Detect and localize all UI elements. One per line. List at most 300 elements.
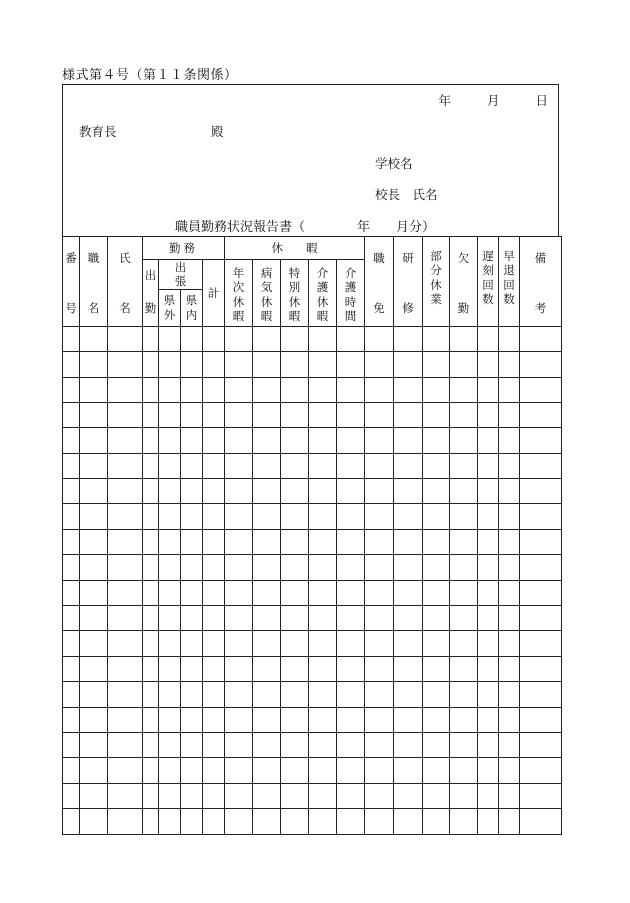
table-cell[interactable] — [337, 453, 365, 478]
table-cell[interactable] — [203, 352, 225, 377]
table-cell[interactable] — [181, 783, 203, 808]
table-cell[interactable] — [253, 402, 281, 427]
table-cell[interactable] — [423, 707, 450, 732]
table-cell[interactable] — [225, 783, 253, 808]
table-cell[interactable] — [394, 631, 423, 656]
table-cell[interactable] — [281, 631, 309, 656]
table-cell[interactable] — [423, 529, 450, 554]
table-cell[interactable] — [181, 529, 203, 554]
table-cell[interactable] — [281, 428, 309, 453]
table-cell[interactable] — [203, 479, 225, 504]
table-cell[interactable] — [309, 555, 337, 580]
table-cell[interactable] — [203, 631, 225, 656]
table-cell[interactable] — [423, 783, 450, 808]
table-cell[interactable] — [181, 377, 203, 402]
table-cell[interactable] — [143, 809, 159, 834]
table-cell[interactable] — [203, 682, 225, 707]
table-cell[interactable] — [365, 606, 394, 631]
table-cell[interactable] — [520, 580, 562, 605]
table-cell[interactable] — [478, 606, 499, 631]
table-cell[interactable] — [478, 377, 499, 402]
table-cell[interactable] — [225, 555, 253, 580]
table-cell[interactable] — [450, 682, 478, 707]
table-cell[interactable] — [63, 631, 80, 656]
table-cell[interactable] — [337, 733, 365, 758]
table-cell[interactable] — [478, 733, 499, 758]
table-cell[interactable] — [159, 504, 181, 529]
table-cell[interactable] — [143, 402, 159, 427]
table-cell[interactable] — [108, 733, 143, 758]
table-cell[interactable] — [309, 809, 337, 834]
table-cell[interactable] — [423, 377, 450, 402]
table-cell[interactable] — [423, 656, 450, 681]
table-cell[interactable] — [394, 606, 423, 631]
table-cell[interactable] — [159, 758, 181, 783]
table-cell[interactable] — [253, 428, 281, 453]
table-cell[interactable] — [394, 783, 423, 808]
table-cell[interactable] — [281, 783, 309, 808]
table-cell[interactable] — [203, 606, 225, 631]
table-cell[interactable] — [281, 479, 309, 504]
table-cell[interactable] — [394, 352, 423, 377]
table-cell[interactable] — [423, 326, 450, 351]
table-cell[interactable] — [108, 479, 143, 504]
table-cell[interactable] — [159, 733, 181, 758]
table-cell[interactable] — [253, 733, 281, 758]
table-cell[interactable] — [63, 402, 80, 427]
table-cell[interactable] — [520, 326, 562, 351]
table-cell[interactable] — [108, 758, 143, 783]
table-cell[interactable] — [80, 377, 108, 402]
table-cell[interactable] — [159, 707, 181, 732]
table-cell[interactable] — [181, 352, 203, 377]
table-cell[interactable] — [80, 504, 108, 529]
table-cell[interactable] — [520, 682, 562, 707]
table-cell[interactable] — [143, 428, 159, 453]
table-cell[interactable] — [423, 631, 450, 656]
table-cell[interactable] — [520, 631, 562, 656]
table-cell[interactable] — [108, 682, 143, 707]
table-cell[interactable] — [365, 402, 394, 427]
table-cell[interactable] — [309, 631, 337, 656]
table-cell[interactable] — [281, 606, 309, 631]
table-cell[interactable] — [143, 352, 159, 377]
table-cell[interactable] — [143, 529, 159, 554]
table-cell[interactable] — [159, 479, 181, 504]
table-cell[interactable] — [520, 402, 562, 427]
table-cell[interactable] — [108, 809, 143, 834]
table-cell[interactable] — [143, 326, 159, 351]
table-cell[interactable] — [309, 377, 337, 402]
table-cell[interactable] — [253, 606, 281, 631]
table-cell[interactable] — [394, 580, 423, 605]
table-cell[interactable] — [225, 580, 253, 605]
table-cell[interactable] — [499, 682, 520, 707]
table-cell[interactable] — [281, 504, 309, 529]
table-cell[interactable] — [365, 326, 394, 351]
table-cell[interactable] — [478, 504, 499, 529]
table-cell[interactable] — [520, 809, 562, 834]
table-cell[interactable] — [159, 631, 181, 656]
table-cell[interactable] — [478, 529, 499, 554]
table-cell[interactable] — [108, 555, 143, 580]
table-cell[interactable] — [478, 453, 499, 478]
table-cell[interactable] — [309, 580, 337, 605]
table-cell[interactable] — [253, 555, 281, 580]
table-cell[interactable] — [520, 377, 562, 402]
table-cell[interactable] — [203, 326, 225, 351]
table-cell[interactable] — [181, 707, 203, 732]
table-cell[interactable] — [63, 352, 80, 377]
table-cell[interactable] — [80, 529, 108, 554]
table-cell[interactable] — [281, 580, 309, 605]
table-cell[interactable] — [337, 809, 365, 834]
table-cell[interactable] — [63, 758, 80, 783]
table-cell[interactable] — [253, 504, 281, 529]
table-cell[interactable] — [520, 428, 562, 453]
table-cell[interactable] — [337, 352, 365, 377]
table-cell[interactable] — [80, 758, 108, 783]
table-cell[interactable] — [478, 580, 499, 605]
table-cell[interactable] — [143, 479, 159, 504]
table-cell[interactable] — [159, 555, 181, 580]
table-cell[interactable] — [423, 453, 450, 478]
table-cell[interactable] — [394, 656, 423, 681]
table-cell[interactable] — [394, 758, 423, 783]
table-cell[interactable] — [337, 402, 365, 427]
table-cell[interactable] — [309, 402, 337, 427]
table-cell[interactable] — [337, 504, 365, 529]
table-cell[interactable] — [450, 479, 478, 504]
table-cell[interactable] — [394, 555, 423, 580]
table-cell[interactable] — [181, 504, 203, 529]
table-cell[interactable] — [143, 580, 159, 605]
table-cell[interactable] — [499, 326, 520, 351]
table-cell[interactable] — [281, 352, 309, 377]
table-cell[interactable] — [520, 504, 562, 529]
table-cell[interactable] — [365, 783, 394, 808]
table-cell[interactable] — [80, 809, 108, 834]
table-cell[interactable] — [143, 733, 159, 758]
table-cell[interactable] — [520, 453, 562, 478]
table-cell[interactable] — [337, 326, 365, 351]
table-cell[interactable] — [80, 606, 108, 631]
table-cell[interactable] — [394, 733, 423, 758]
table-cell[interactable] — [225, 606, 253, 631]
table-cell[interactable] — [394, 402, 423, 427]
table-cell[interactable] — [309, 504, 337, 529]
table-cell[interactable] — [365, 758, 394, 783]
table-cell[interactable] — [520, 758, 562, 783]
table-cell[interactable] — [394, 682, 423, 707]
table-cell[interactable] — [309, 352, 337, 377]
table-cell[interactable] — [203, 504, 225, 529]
table-cell[interactable] — [520, 479, 562, 504]
table-cell[interactable] — [159, 352, 181, 377]
table-cell[interactable] — [80, 682, 108, 707]
table-cell[interactable] — [450, 809, 478, 834]
table-cell[interactable] — [478, 479, 499, 504]
table-cell[interactable] — [394, 504, 423, 529]
table-cell[interactable] — [281, 555, 309, 580]
table-cell[interactable] — [450, 504, 478, 529]
table-cell[interactable] — [203, 453, 225, 478]
table-cell[interactable] — [520, 656, 562, 681]
table-cell[interactable] — [337, 783, 365, 808]
table-cell[interactable] — [281, 656, 309, 681]
table-cell[interactable] — [159, 529, 181, 554]
table-cell[interactable] — [63, 809, 80, 834]
table-cell[interactable] — [365, 733, 394, 758]
table-cell[interactable] — [281, 707, 309, 732]
table-cell[interactable] — [159, 377, 181, 402]
table-cell[interactable] — [499, 377, 520, 402]
table-cell[interactable] — [499, 631, 520, 656]
table-cell[interactable] — [159, 809, 181, 834]
table-cell[interactable] — [365, 631, 394, 656]
table-cell[interactable] — [80, 783, 108, 808]
table-cell[interactable] — [478, 402, 499, 427]
table-cell[interactable] — [143, 783, 159, 808]
table-cell[interactable] — [450, 707, 478, 732]
table-cell[interactable] — [423, 555, 450, 580]
table-cell[interactable] — [108, 402, 143, 427]
table-cell[interactable] — [309, 479, 337, 504]
table-cell[interactable] — [499, 479, 520, 504]
table-cell[interactable] — [63, 783, 80, 808]
table-cell[interactable] — [337, 758, 365, 783]
table-cell[interactable] — [394, 453, 423, 478]
table-cell[interactable] — [365, 529, 394, 554]
table-cell[interactable] — [80, 555, 108, 580]
table-cell[interactable] — [108, 656, 143, 681]
table-cell[interactable] — [337, 631, 365, 656]
table-cell[interactable] — [159, 326, 181, 351]
table-cell[interactable] — [203, 428, 225, 453]
table-cell[interactable] — [143, 555, 159, 580]
table-cell[interactable] — [337, 580, 365, 605]
table-cell[interactable] — [80, 326, 108, 351]
table-cell[interactable] — [253, 631, 281, 656]
table-cell[interactable] — [63, 580, 80, 605]
table-cell[interactable] — [225, 479, 253, 504]
table-cell[interactable] — [281, 733, 309, 758]
table-cell[interactable] — [365, 428, 394, 453]
table-cell[interactable] — [181, 479, 203, 504]
table-cell[interactable] — [225, 631, 253, 656]
table-cell[interactable] — [143, 682, 159, 707]
table-cell[interactable] — [225, 809, 253, 834]
table-cell[interactable] — [181, 682, 203, 707]
table-cell[interactable] — [159, 606, 181, 631]
table-cell[interactable] — [143, 453, 159, 478]
table-cell[interactable] — [225, 758, 253, 783]
table-cell[interactable] — [337, 377, 365, 402]
table-cell[interactable] — [80, 352, 108, 377]
table-cell[interactable] — [181, 606, 203, 631]
table-cell[interactable] — [63, 479, 80, 504]
table-cell[interactable] — [309, 428, 337, 453]
table-cell[interactable] — [309, 707, 337, 732]
table-cell[interactable] — [63, 656, 80, 681]
table-cell[interactable] — [499, 352, 520, 377]
table-cell[interactable] — [499, 656, 520, 681]
table-cell[interactable] — [499, 402, 520, 427]
table-cell[interactable] — [225, 529, 253, 554]
table-cell[interactable] — [143, 377, 159, 402]
table-cell[interactable] — [423, 504, 450, 529]
table-cell[interactable] — [80, 656, 108, 681]
table-cell[interactable] — [450, 555, 478, 580]
table-cell[interactable] — [450, 453, 478, 478]
table-cell[interactable] — [394, 326, 423, 351]
table-cell[interactable] — [520, 529, 562, 554]
table-cell[interactable] — [225, 504, 253, 529]
table-cell[interactable] — [337, 707, 365, 732]
table-cell[interactable] — [478, 758, 499, 783]
table-cell[interactable] — [80, 402, 108, 427]
table-cell[interactable] — [80, 453, 108, 478]
table-cell[interactable] — [203, 402, 225, 427]
table-cell[interactable] — [520, 606, 562, 631]
table-cell[interactable] — [365, 555, 394, 580]
table-cell[interactable] — [159, 428, 181, 453]
table-cell[interactable] — [108, 504, 143, 529]
table-cell[interactable] — [181, 402, 203, 427]
table-cell[interactable] — [203, 758, 225, 783]
table-cell[interactable] — [499, 758, 520, 783]
table-cell[interactable] — [225, 453, 253, 478]
table-cell[interactable] — [423, 733, 450, 758]
table-cell[interactable] — [478, 555, 499, 580]
table-cell[interactable] — [143, 707, 159, 732]
table-cell[interactable] — [423, 428, 450, 453]
table-cell[interactable] — [225, 352, 253, 377]
table-cell[interactable] — [63, 606, 80, 631]
table-cell[interactable] — [80, 631, 108, 656]
table-cell[interactable] — [63, 504, 80, 529]
table-cell[interactable] — [281, 809, 309, 834]
table-cell[interactable] — [203, 733, 225, 758]
table-cell[interactable] — [225, 326, 253, 351]
table-cell[interactable] — [80, 733, 108, 758]
table-cell[interactable] — [80, 707, 108, 732]
table-cell[interactable] — [394, 707, 423, 732]
table-cell[interactable] — [365, 453, 394, 478]
table-cell[interactable] — [394, 377, 423, 402]
table-cell[interactable] — [365, 707, 394, 732]
table-cell[interactable] — [423, 606, 450, 631]
table-cell[interactable] — [203, 707, 225, 732]
table-cell[interactable] — [423, 682, 450, 707]
table-cell[interactable] — [281, 682, 309, 707]
table-cell[interactable] — [253, 656, 281, 681]
table-cell[interactable] — [309, 783, 337, 808]
table-cell[interactable] — [159, 453, 181, 478]
table-cell[interactable] — [253, 453, 281, 478]
table-cell[interactable] — [143, 758, 159, 783]
table-cell[interactable] — [365, 656, 394, 681]
table-cell[interactable] — [450, 733, 478, 758]
table-cell[interactable] — [520, 707, 562, 732]
table-cell[interactable] — [365, 504, 394, 529]
table-cell[interactable] — [253, 809, 281, 834]
table-cell[interactable] — [108, 580, 143, 605]
table-cell[interactable] — [181, 555, 203, 580]
table-cell[interactable] — [181, 631, 203, 656]
table-cell[interactable] — [520, 783, 562, 808]
table-cell[interactable] — [225, 656, 253, 681]
table-cell[interactable] — [309, 733, 337, 758]
table-cell[interactable] — [450, 606, 478, 631]
table-cell[interactable] — [181, 326, 203, 351]
table-cell[interactable] — [450, 377, 478, 402]
table-cell[interactable] — [63, 555, 80, 580]
table-cell[interactable] — [225, 377, 253, 402]
table-cell[interactable] — [181, 656, 203, 681]
table-cell[interactable] — [253, 758, 281, 783]
table-cell[interactable] — [63, 326, 80, 351]
table-cell[interactable] — [499, 606, 520, 631]
table-cell[interactable] — [520, 733, 562, 758]
table-cell[interactable] — [281, 402, 309, 427]
table-cell[interactable] — [63, 707, 80, 732]
table-cell[interactable] — [108, 352, 143, 377]
table-cell[interactable] — [143, 606, 159, 631]
table-cell[interactable] — [181, 809, 203, 834]
table-cell[interactable] — [253, 783, 281, 808]
table-cell[interactable] — [499, 504, 520, 529]
table-cell[interactable] — [253, 479, 281, 504]
table-cell[interactable] — [450, 631, 478, 656]
table-cell[interactable] — [63, 428, 80, 453]
table-cell[interactable] — [337, 428, 365, 453]
table-cell[interactable] — [365, 682, 394, 707]
table-cell[interactable] — [365, 352, 394, 377]
table-cell[interactable] — [253, 352, 281, 377]
table-cell[interactable] — [337, 682, 365, 707]
table-cell[interactable] — [225, 733, 253, 758]
table-cell[interactable] — [203, 529, 225, 554]
table-cell[interactable] — [203, 377, 225, 402]
table-cell[interactable] — [423, 402, 450, 427]
table-cell[interactable] — [478, 809, 499, 834]
table-cell[interactable] — [159, 682, 181, 707]
table-cell[interactable] — [423, 352, 450, 377]
table-cell[interactable] — [520, 352, 562, 377]
table-cell[interactable] — [450, 402, 478, 427]
table-cell[interactable] — [253, 326, 281, 351]
table-cell[interactable] — [478, 656, 499, 681]
table-cell[interactable] — [281, 377, 309, 402]
table-cell[interactable] — [337, 606, 365, 631]
table-cell[interactable] — [499, 809, 520, 834]
table-cell[interactable] — [478, 783, 499, 808]
table-cell[interactable] — [281, 326, 309, 351]
table-cell[interactable] — [309, 606, 337, 631]
table-cell[interactable] — [499, 529, 520, 554]
table-cell[interactable] — [365, 580, 394, 605]
table-cell[interactable] — [450, 580, 478, 605]
table-cell[interactable] — [499, 707, 520, 732]
table-cell[interactable] — [499, 783, 520, 808]
table-cell[interactable] — [309, 682, 337, 707]
table-cell[interactable] — [309, 529, 337, 554]
table-cell[interactable] — [478, 352, 499, 377]
table-cell[interactable] — [80, 580, 108, 605]
table-cell[interactable] — [450, 529, 478, 554]
table-cell[interactable] — [253, 707, 281, 732]
